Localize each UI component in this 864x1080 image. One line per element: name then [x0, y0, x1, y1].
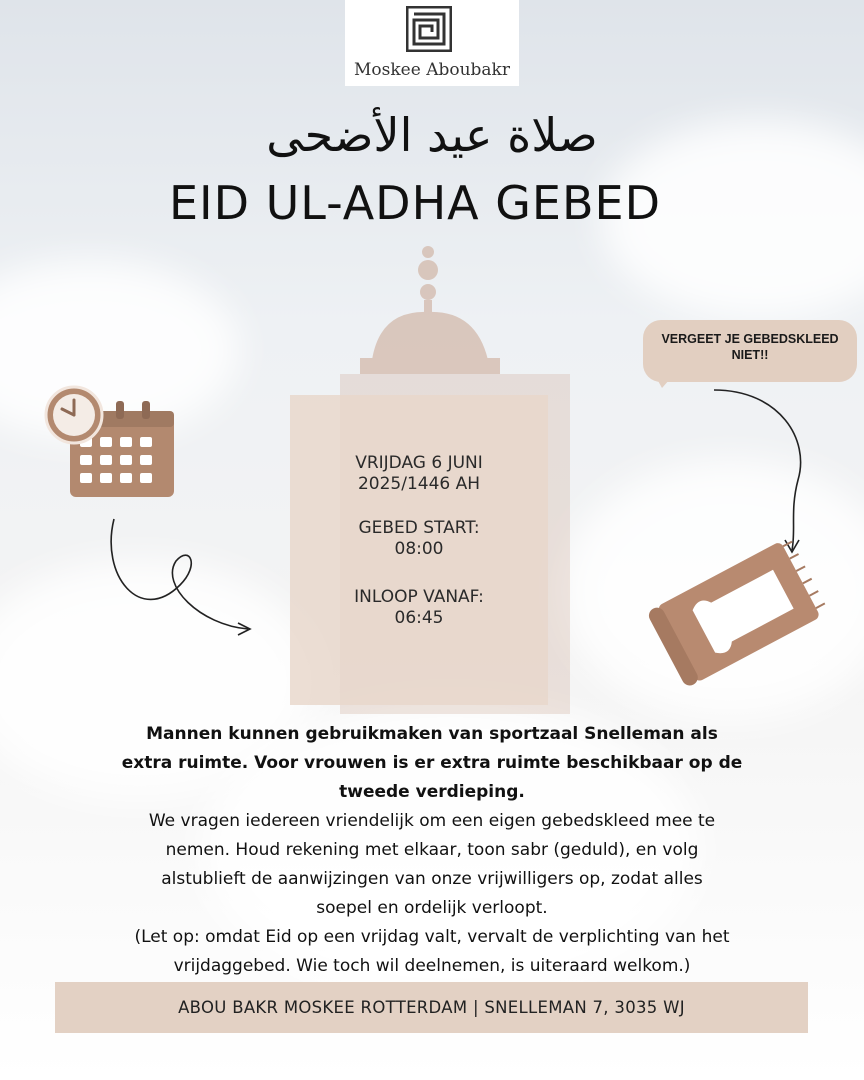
body-line: alstublieft de aanwijzingen van onze vrijwilligers op, zodat alles [161, 869, 703, 889]
prayer-rug-icon [640, 540, 835, 690]
entry-label: INLOOP VANAF: [354, 587, 484, 607]
body-line: vrijdaggebed. Wie toch wil deelnemen, is uiteraard welkom.) [173, 956, 691, 976]
bold-line: Mannen kunnen gebruikmaken van sportzaal Snelleman als [146, 724, 718, 744]
event-date: VRIJDAG 6 JUNI [355, 453, 483, 473]
event-date-hijri: 2025/1446 AH [357, 474, 481, 494]
title-dutch: EID UL-ADHA GEBED [168, 176, 662, 230]
body-text [60, 720, 804, 981]
body-line: nemen. Houd rekening met elkaar, toon sabr (geduld), en volg [165, 840, 699, 860]
curved-arrow-icon [700, 380, 810, 560]
bubble-text: VERGEET JE GEBEDSKLEED NIET!! [661, 332, 839, 362]
prayer-start-label: GEBED START: [358, 518, 480, 538]
logo [345, 0, 519, 86]
prayer-start-time: 08:00 [394, 539, 444, 559]
kufic-square-logo-icon [406, 6, 452, 52]
body-line: (Let op: omdat Eid op een vrijdag valt, vervalt de verplichting van het [134, 927, 730, 947]
entry-time: 06:45 [394, 608, 444, 628]
bold-notice [60, 720, 804, 807]
body-line: soepel en ordelijk verloopt. [316, 898, 548, 918]
info-card [290, 395, 548, 705]
curved-arrow-icon [100, 515, 260, 640]
title-arabic: صلاة عيد الأضحى [266, 108, 598, 162]
clock-calendar-icon [44, 385, 180, 501]
footer-bar [55, 982, 808, 1033]
footer-address: ABOU BAKR MOSKEE ROTTERDAM | SNELLEMAN 7, 3035 WJ [178, 998, 685, 1017]
body-line: We vragen iedereen vriendelijk om een eigen gebedskleed mee te [148, 811, 716, 831]
bubble-tail [652, 370, 678, 388]
bold-line: extra ruimte. Voor vrouwen is er extra ruimte beschikbaar op de [121, 753, 743, 773]
bold-line: tweede verdieping. [339, 782, 525, 802]
logo-name: Moskee Aboubakr [354, 60, 510, 80]
